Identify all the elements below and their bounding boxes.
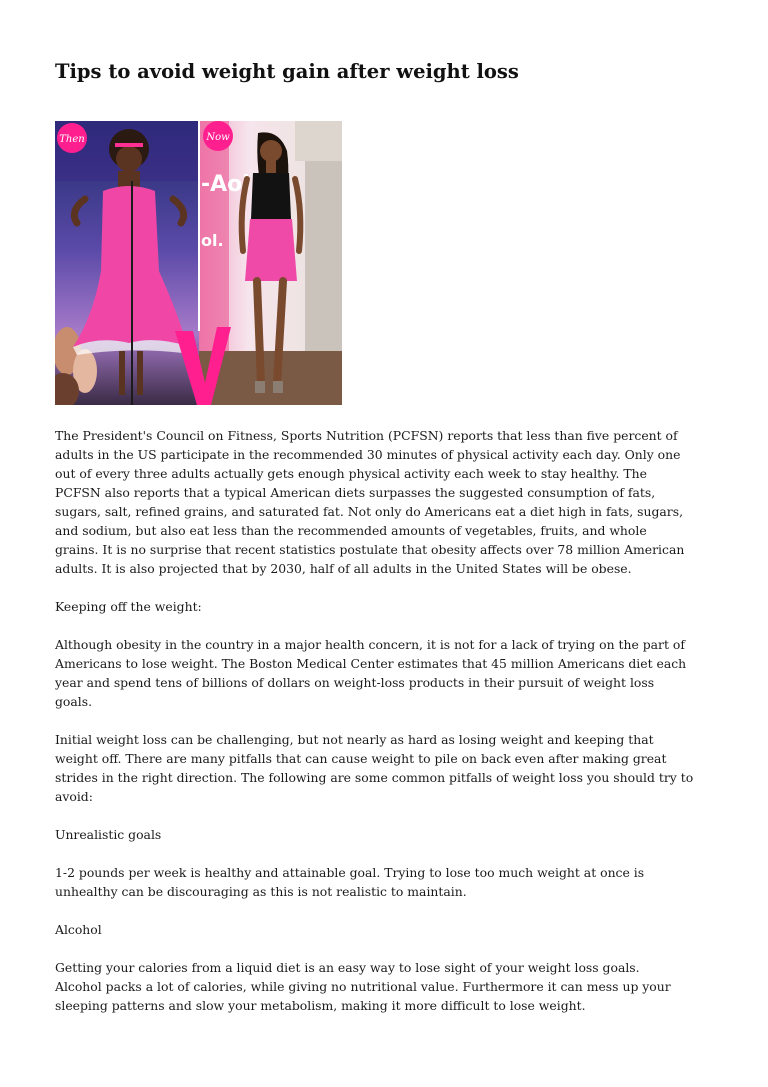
paragraph-alcohol: Getting your calories from a liquid diet is an easy way to lose sight of your weight loss goals. Alcohol packs a lot of calories, while giving no nutritional value. Furthermore it can mess up your sleeping patterns and slow your metabolism, making it more difficult to lose weight. bbox=[55, 960, 671, 1013]
svg-text:-Aol: -Aol bbox=[201, 172, 250, 197]
then-panel bbox=[55, 121, 199, 405]
paragraph-intro: The President's Council on Fitness, Sports Nutrition (PCFSN) reports that less than five percent of adults in the US participate in the recommended 30 minutes of physical activity each day. Only one out of every three adults actually gets enough physical activity each week to stay healthy. The PCFSN also reports that a typical American diets surpasses the suggested consumption of fats, sugars, salt, refined grains, and saturated fat. Not only do Americans eat a diet high in fats, sugars, and sodium, but also eat less than the recommended amounts of vegetables, fruits, and whole grains. It is no surprise that recent statistics postulate that obesity affects over 78 million American adults. It is also projected that by 2030, half of all adults in the United States will be obese. bbox=[55, 428, 685, 576]
paragraph-initial-weight-loss: Initial weight loss can be challenging, but not nearly as hard as losing weight and keeping that weight off. There are many pitfalls that can cause weight to pile on back even after making great strides in the right direction. The following are some common pitfalls of weight loss you should try to avoid: bbox=[55, 732, 694, 804]
svg-text:Now: Now bbox=[206, 132, 230, 143]
paragraph-unrealistic-goals: 1-2 pounds per week is healthy and attainable goal. Trying to lose too much weight at once is unhealthy can be discouraging as this is not realistic to maintain. bbox=[55, 865, 645, 899]
svg-text:Then: Then bbox=[59, 134, 85, 145]
before-after-illustration bbox=[55, 121, 342, 405]
article-body bbox=[55, 426, 720, 1034]
heading-unrealistic-goals: Unrealistic goals bbox=[55, 827, 162, 842]
page-title: Tips to avoid weight gain after weight loss bbox=[55, 60, 519, 83]
before-after-photo bbox=[55, 121, 342, 405]
heading-alcohol: Alcohol bbox=[55, 922, 102, 937]
heading-keeping-off-weight: Keeping off the weight: bbox=[55, 599, 202, 614]
svg-text:ol.: ol. bbox=[201, 231, 224, 250]
paragraph-obesity-concern: Although obesity in the country in a major health concern, it is not for a lack of trying on the part of Americans to lose weight. The Boston Medical Center estimates that 45 million Americans diet each year and spend tens of billions of dollars on weight-loss products in their pursuit of weight loss goals. bbox=[55, 637, 687, 709]
